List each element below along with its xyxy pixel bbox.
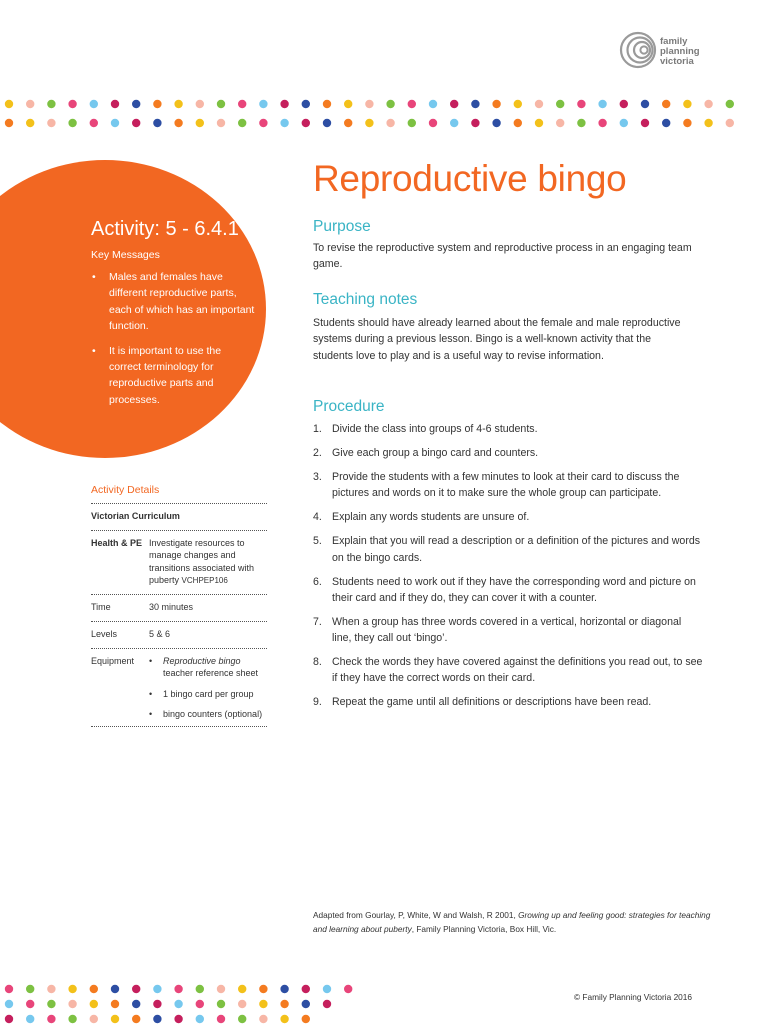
decorative-dot [238, 100, 246, 108]
dot-row-decoration [0, 97, 768, 129]
citation-suffix: , Family Planning Victoria, Box Hill, Vic. [411, 923, 557, 934]
decorative-dot [429, 119, 437, 127]
decorative-dot [641, 119, 649, 127]
step-number: 4. [313, 511, 322, 524]
procedure-step [313, 533, 703, 566]
key-messages-label: Key Messages [91, 249, 160, 261]
logo-line-1: family [660, 36, 688, 47]
decorative-dot [132, 1000, 140, 1008]
details-row-equipment [91, 648, 267, 726]
citation-title: Growing up and feeling good: strategies for teaching and learning about puberty [313, 910, 711, 934]
decorative-dot [238, 1000, 246, 1008]
decorative-dot [259, 119, 267, 127]
procedure-step [313, 509, 703, 525]
decorative-dot [259, 1015, 267, 1023]
decorative-dot [196, 119, 204, 127]
decorative-dot [556, 100, 564, 108]
decorative-dot [662, 119, 670, 127]
step-text: Explain that you will read a description or a definition of the pictures and words on the bingo cards. [332, 535, 701, 564]
decorative-dot [68, 985, 76, 993]
curriculum-label: Victorian Curriculum [91, 511, 180, 521]
decorative-dot [90, 985, 98, 993]
decorative-dot [132, 100, 140, 108]
decorative-dot [323, 985, 331, 993]
decorative-dot [704, 100, 712, 108]
health-code: VCHPEP106 [181, 575, 228, 585]
decorative-dot [344, 100, 352, 108]
step-text: Students need to work out if they have the corresponding word and picture on their card and if they do, they can cover it with a counter. [332, 575, 696, 604]
decorative-dot [662, 100, 670, 108]
top-dot-border [0, 97, 768, 129]
decorative-dot [217, 100, 225, 108]
decorative-dot [174, 985, 182, 993]
key-message-item: • It is important to use the correct terminology for reproductive parts and processes. [91, 343, 256, 409]
decorative-dot [153, 119, 161, 127]
teaching-notes-heading: Teaching notes [313, 291, 418, 308]
step-number: 1. [313, 423, 322, 435]
decorative-dot [429, 100, 437, 108]
levels-value: 5 & 6 [149, 629, 171, 639]
purpose-heading: Purpose [313, 218, 371, 235]
activity-details-title: Activity Details [91, 484, 160, 496]
decorative-dot [365, 119, 373, 127]
key-message-item: • Males and females have different reproductive parts, each of which has an important function. [91, 269, 256, 335]
decorative-dot [683, 100, 691, 108]
decorative-dot [577, 100, 585, 108]
decorative-dot [26, 985, 34, 993]
health-label: Health & PE [91, 538, 143, 548]
decorative-dot [238, 985, 246, 993]
activity-details-table [91, 483, 267, 727]
step-text: Give each group a bingo card and counters. [332, 446, 539, 459]
decorative-dot [90, 1000, 98, 1008]
decorative-dot [90, 1015, 98, 1023]
decorative-dot [598, 119, 606, 127]
family-planning-victoria-logo [618, 30, 728, 74]
decorative-dot [280, 119, 288, 127]
decorative-dot [471, 119, 479, 127]
decorative-dot [238, 1015, 246, 1023]
decorative-dot [704, 119, 712, 127]
decorative-dot [408, 119, 416, 127]
procedure-step [313, 469, 703, 502]
decorative-dot [174, 119, 182, 127]
decorative-dot [259, 1000, 267, 1008]
decorative-dot [280, 100, 288, 108]
decorative-dot [323, 1000, 331, 1008]
decorative-dot [323, 119, 331, 127]
decorative-dot [365, 100, 373, 108]
decorative-dot [450, 119, 458, 127]
decorative-dot [26, 119, 34, 127]
equipment-list [149, 655, 267, 726]
decorative-dot [556, 119, 564, 127]
step-number: 7. [313, 615, 322, 628]
decorative-dot [217, 1000, 225, 1008]
decorative-dot [153, 1000, 161, 1008]
decorative-dot [217, 119, 225, 127]
decorative-dot [5, 1000, 13, 1008]
key-messages-list [91, 269, 256, 416]
decorative-dot [5, 100, 13, 108]
step-number: 9. [313, 696, 322, 709]
decorative-dot [598, 100, 606, 108]
decorative-dot [535, 119, 543, 127]
decorative-dot [26, 1000, 34, 1008]
decorative-dot [132, 1015, 140, 1023]
teaching-notes-text: Students should have already learned about the female and male reproductive systems during a previous lesson. Bingo is a well-known activity that the students love to play and is a useful way to revise information. [313, 317, 681, 362]
decorative-dot [68, 1015, 76, 1023]
decorative-dot [683, 119, 691, 127]
decorative-dot [153, 1015, 161, 1023]
step-text: Repeat the game until all definitions or descriptions have been read. [332, 696, 652, 709]
decorative-dot [174, 1000, 182, 1008]
decorative-dot [68, 1000, 76, 1008]
dot-grid-decoration [0, 984, 370, 1024]
decorative-dot [217, 1015, 225, 1023]
procedure-list [313, 421, 703, 718]
decorative-dot [196, 985, 204, 993]
procedure-step [313, 694, 703, 710]
decorative-dot [620, 119, 628, 127]
decorative-dot [641, 100, 649, 108]
decorative-dot [5, 1015, 13, 1023]
logo-line-3: victoria [660, 56, 694, 67]
decorative-dot [386, 100, 394, 108]
decorative-dot [47, 1015, 55, 1023]
decorative-dot [302, 1000, 310, 1008]
logo-rings-icon [618, 30, 658, 70]
health-value [149, 537, 267, 594]
decorative-dot [90, 100, 98, 108]
details-row-levels [91, 621, 267, 648]
decorative-dot [153, 985, 161, 993]
decorative-dot [90, 119, 98, 127]
details-divider [91, 726, 267, 727]
decorative-dot [132, 119, 140, 127]
decorative-dot [47, 985, 55, 993]
decorative-dot [280, 1015, 288, 1023]
step-text: When a group has three words covered in a vertical, horizontal or diagonal line, they call out ‘bingo’. [332, 615, 682, 645]
decorative-dot [726, 119, 734, 127]
decorative-dot [111, 985, 119, 993]
decorative-dot [68, 100, 76, 108]
step-text: Divide the class into groups of 4-6 students. [332, 423, 538, 435]
decorative-dot [26, 100, 34, 108]
decorative-dot [196, 1015, 204, 1023]
logo-text [660, 37, 700, 67]
details-row-curriculum [91, 503, 267, 530]
decorative-dot [5, 985, 13, 993]
decorative-dot [174, 1015, 182, 1023]
decorative-dot [386, 119, 394, 127]
decorative-dot [492, 119, 500, 127]
decorative-dot [620, 100, 628, 108]
decorative-dot [344, 985, 352, 993]
decorative-dot [302, 100, 310, 108]
decorative-dot [302, 1015, 310, 1023]
bottom-dot-border [0, 984, 370, 1024]
decorative-dot [259, 985, 267, 993]
step-number: 3. [313, 470, 322, 483]
decorative-dot [259, 100, 267, 108]
procedure-step [313, 421, 703, 437]
step-number: 5. [313, 535, 322, 548]
decorative-dot [111, 1015, 119, 1023]
citation-prefix: Adapted from Gourlay, P, White, W and Walsh, R 2001, [313, 910, 519, 920]
page-title: Reproductive bingo [313, 158, 627, 199]
decorative-dot [408, 100, 416, 108]
decorative-dot [492, 100, 500, 108]
decorative-dot [514, 100, 522, 108]
activity-title: Activity: 5 - 6.4.1 [91, 218, 239, 240]
decorative-dot [111, 1000, 119, 1008]
procedure-heading: Procedure [313, 398, 385, 415]
decorative-dot [196, 100, 204, 108]
procedure-step [313, 445, 703, 461]
decorative-dot [5, 119, 13, 127]
equipment-item-title: Reproductive bingo [163, 656, 241, 666]
decorative-dot [471, 100, 479, 108]
step-text: Check the words they have covered against the definitions you read out, to see if they have the correct words on their card. [332, 656, 703, 685]
procedure-step [313, 614, 703, 647]
details-row-health [91, 530, 267, 594]
procedure-step [313, 654, 703, 687]
details-row-time [91, 594, 267, 621]
equipment-item: • bingo counters (optional) [149, 708, 267, 720]
decorative-dot [514, 119, 522, 127]
decorative-dot [196, 1000, 204, 1008]
equipment-label: Equipment [91, 656, 135, 666]
decorative-dot [535, 100, 543, 108]
step-number: 2. [313, 446, 322, 459]
decorative-dot [26, 1015, 34, 1023]
decorative-dot [47, 119, 55, 127]
decorative-dot [450, 100, 458, 108]
decorative-dot [344, 119, 352, 127]
health-text: Investigate resources to manage changes and transitions associated with puberty [149, 538, 255, 585]
adapted-from-citation [313, 909, 713, 936]
levels-label: Levels [91, 629, 118, 639]
equipment-item-rest: teacher reference sheet [163, 668, 259, 679]
decorative-dot [132, 985, 140, 993]
decorative-dot [280, 985, 288, 993]
decorative-dot [577, 119, 585, 127]
decorative-dot [217, 985, 225, 993]
decorative-dot [47, 1000, 55, 1008]
step-text: Explain any words students are unsure of. [332, 511, 530, 524]
time-label: Time [91, 602, 111, 612]
decorative-dot [302, 119, 310, 127]
step-text: Provide the students with a few minutes to look at their card to discuss the pictures and words on it to make sure the whole group can participate. [332, 470, 680, 500]
logo-line-2: planning [660, 46, 700, 57]
time-value: 30 minutes [149, 602, 194, 612]
decorative-dot [111, 119, 119, 127]
decorative-dot [238, 119, 246, 127]
procedure-step [313, 574, 703, 607]
copyright-text: © Family Planning Victoria 2016 [574, 992, 693, 1002]
decorative-dot [174, 100, 182, 108]
step-number: 6. [313, 575, 322, 588]
decorative-dot [153, 100, 161, 108]
decorative-dot [726, 100, 734, 108]
decorative-dot [323, 100, 331, 108]
purpose-text: To revise the reproductive system and reproductive process in an engaging team game. [313, 242, 692, 271]
decorative-dot [280, 1000, 288, 1008]
decorative-dot [302, 985, 310, 993]
step-number: 8. [313, 656, 322, 669]
decorative-dot [68, 119, 76, 127]
equipment-item [149, 655, 267, 680]
equipment-item: • 1 bingo card per group [149, 688, 267, 700]
decorative-dot [111, 100, 119, 108]
decorative-dot [47, 100, 55, 108]
